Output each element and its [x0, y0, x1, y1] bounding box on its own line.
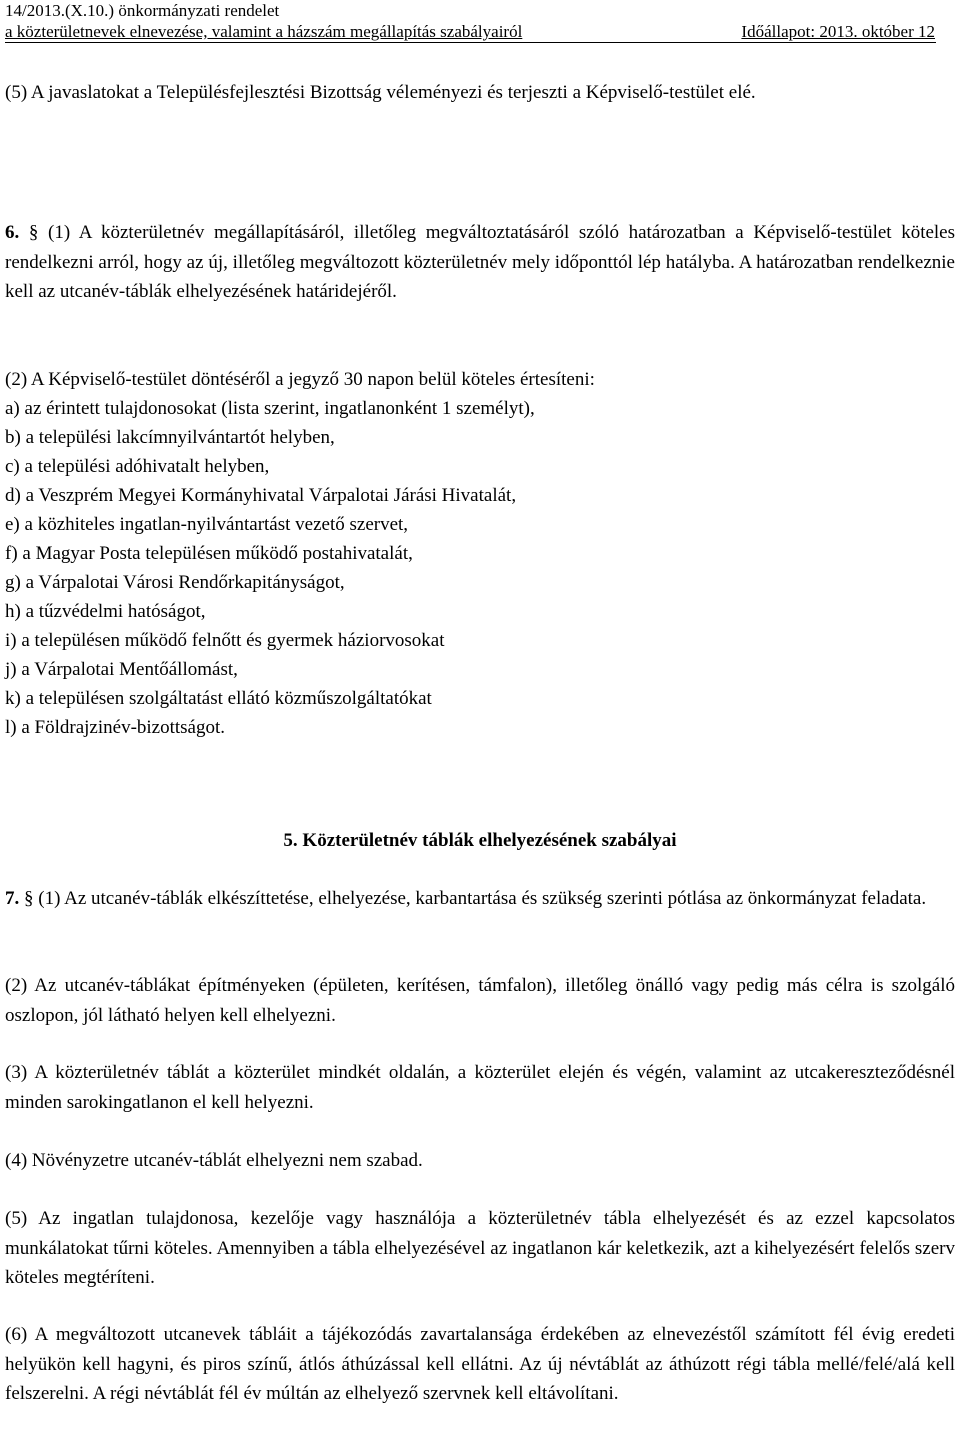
- list-item: l) a Földrajzinév-bizottságot.: [5, 717, 226, 738]
- chapter-heading: 5. Közterületnév táblák elhelyezésének szabályai: [283, 830, 677, 851]
- section-5-para-5: (5) A javaslatokat a Településfejlesztési Bizottság véleményezi és terjeszti a Képviselő-testület elé.: [5, 82, 756, 103]
- section-7-para-5: (5) Az ingatlan tulajdonosa, kezelője vagy használója a közterületnév tábla elhelyezését és az ezzel kapcsolatos munkálatokat tűrni köteles. Amennyiben a tábla elhelyezésével az ingatlanon kár keletkezik, azt a kihelyezésért felelős szerv köteles megtéríteni.: [5, 1208, 955, 1288]
- page-header: [5, 0, 935, 43]
- section-7-para-6: (6) A megváltozott utcanevek tábláit a tájékozódás zavartalansága érdekében az elnevezéstől számított fél évig eredeti helyükön kell hagyni, és piros színű, átlós áthúzással kell ellátni. Az új névtáblát az áthúzott régi tábla mellé/felé/alá kell felszerelni. A régi névtáblát fél év múltán az elhelyező szervnek kell eltávolítani.: [5, 1324, 955, 1404]
- section-6-para-1: 6. § (1) A közterületnév megállapításáról, illetőleg megváltoztatásáról szóló határozatban a Képviselő-testület köteles rendelkezni arról, hogy az új, illetőleg megváltozott közterületnév mely időponttól lép hatályba. A határozatban rendelkeznie kell az utcanév-táblák elhelyezésének határidejéről.: [5, 222, 956, 302]
- header-title: 14/2013.(X.10.) önkormányzati rendelet: [5, 1, 280, 20]
- list-item: g) a Várpalotai Városi Rendőrkapitányságot,: [5, 572, 345, 593]
- section-number: 6.: [5, 222, 20, 243]
- section-7-para-1: 7. § (1) Az utcanév-táblák elkészíttetése, elhelyezése, karbantartása és szükség szerinti pótlása az önkormányzat feladata.: [5, 888, 927, 909]
- header-status: Időállapot: 2013. október 12: [741, 22, 935, 41]
- section-6-para-2: (2) A Képviselő-testület döntéséről a jegyző 30 napon belül köteles értesíteni: a) az érintett tulajdonosokat (lista szerint, ingatlanonként 1 személyt), b) a települési lakcímnyilvántartót helyben, c) a települési adóhivatalt helyben, d) a Veszprém Megyei Kormányhivatal Várpalotai Járási Hivatalát, e) a közhiteles ingatlan-nyilvántartást vezető szervet, f) a Magyar Posta településen működő postahivatalát, g) a Várpalotai Városi Rendőrkapitányságot, h) a tűzvédelmi hatóságot, i) a településen működő felnőtt és gyermek háziorvosokat j) a Várpalotai Mentőállomást, k) a településen szolgáltatást ellátó közműszolgáltatókat l) a Földrajzinév-bizottságot.: [5, 365, 955, 742]
- section-7-para-4: (4) Növényzetre utcanév-táblát elhelyezni nem szabad.: [5, 1150, 423, 1171]
- section-7-para-2: (2) Az utcanév-táblákat építményeken (épületen, kerítésen, támfalon), illetőleg önálló vagy pedig más célra is szolgáló oszlopon, jól látható helyen kell elhelyezni.: [5, 975, 955, 1026]
- list-item: e) a közhiteles ingatlan-nyilvántartást vezető szervet,: [5, 514, 409, 535]
- list-item: a) az érintett tulajdonosokat (lista szerint, ingatlanonként 1 személyt),: [5, 398, 535, 419]
- header-subtitle: a közterületnevek elnevezése, valamint a házszám megállapítás szabályairól: [5, 22, 523, 41]
- list-item: k) a településen szolgáltatást ellátó közműszolgáltatókat: [5, 688, 432, 709]
- list-item: i) a településen működő felnőtt és gyermek háziorvosokat: [5, 630, 445, 651]
- section-7-para-3: (3) A közterületnév táblát a közterület mindkét oldalán, a közterület elején és végén, valamint az utcakereszteződésnél minden sarokingatlanon el kell helyezni.: [5, 1062, 955, 1113]
- header-rule: [5, 42, 936, 43]
- list-item: j) a Várpalotai Mentőállomást,: [5, 659, 238, 680]
- list-item: c) a települési adóhivatalt helyben,: [5, 456, 270, 477]
- list-item: h) a tűzvédelmi hatóságot,: [5, 601, 206, 622]
- list-item: f) a Magyar Posta településen működő postahivatalát,: [5, 543, 413, 564]
- list-item: d) a Veszprém Megyei Kormányhivatal Várpalotai Járási Hivatalát,: [5, 485, 517, 506]
- list-item: b) a települési lakcímnyilvántartót helyben,: [5, 427, 335, 448]
- section-number: 7.: [5, 888, 20, 909]
